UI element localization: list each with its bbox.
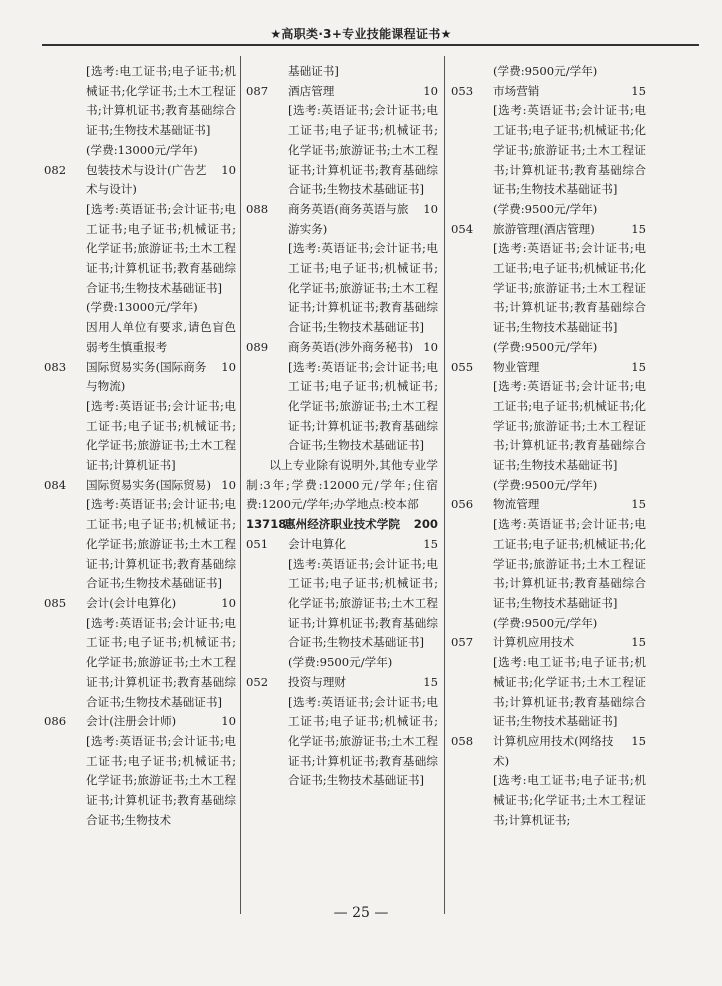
program-entry [246,200,438,239]
program-entry [44,161,236,200]
cert-list: [选考:电工证书;电子证书;机械证书;化学证书;土木工程证书;计算机证书; [493,773,646,827]
program-code: 089 [246,339,269,354]
school-code: 13718 [246,517,287,532]
program-code: 086 [44,714,67,729]
column-1 [44,62,236,830]
program-entry [451,495,646,515]
cert-list: [选考:英语证书;会计证书;电工证书;电子证书;机械证书;化学证书;旅游证书;土木工程证书;计算机证书;教育基础综合证书;生物技术基础证书] [86,615,236,709]
program-name: 旅游管理(酒店管理) [493,221,595,236]
tuition: (学费:9500元/学年) [493,477,598,492]
program-code: 053 [451,83,474,98]
enrollment-count: 10 [423,201,438,216]
program-code: 058 [451,733,474,748]
tuition: (学费:9500元/学年) [288,655,393,670]
program-note: 因用人单位有要求,请色盲色弱考生慎重报考 [86,320,236,354]
program-name: 国际贸易实务(国际商务与物流) [86,359,207,394]
enrollment-count: 15 [631,497,646,512]
program-entry [246,535,438,555]
enrollment-count: 10 [221,714,236,729]
cert-list: [选考:电工证书;电子证书;机械证书;化学证书;土木工程证书;计算机证书;教育基础综合证书;生物技术基础证书] [86,64,236,138]
program-entry [451,82,646,102]
program-name: 会计(会计电算化) [86,595,177,610]
header-rule [42,44,699,46]
program-name: 商务英语(商务英语与旅游实务) [288,201,409,236]
program-code: 085 [44,595,67,610]
program-entry [246,338,438,358]
running-header: ★高职类·3+专业技能课程证书★ [270,27,452,41]
program-code: 083 [44,359,67,374]
cert-list: [选考:英语证书;会计证书;电工证书;电子证书;机械证书;化学证书;旅游证书;土木工程证书;计算机证书;教育基础综合证书;生物技术基础证书] [493,379,646,473]
tuition: (学费:9500元/学年) [493,64,598,78]
program-entry [44,476,236,496]
column-2 [246,62,438,791]
program-code: 052 [246,674,269,689]
tuition: (学费:9500元/学年) [493,201,598,216]
program-entry [246,673,438,693]
enrollment-count: 15 [631,635,646,650]
school-quota: 200 [413,517,438,532]
school-header [246,515,438,535]
program-name: 包装技术与设计(广告艺术与设计) [86,162,207,197]
program-name: 物流管理 [493,497,540,512]
program-name: 酒店管理 [288,83,335,98]
program-code: 087 [246,83,269,98]
program-entry [44,358,236,397]
enrollment-count: 15 [631,359,646,374]
program-name: 计算机应用技术 [493,635,575,650]
cert-list: [选考:英语证书;会计证书;电工证书;电子证书;机械证书;化学证书;旅游证书;土木工程证书;计算机证书;教育基础综合证书;生物技术基础证书] [493,103,646,197]
program-entry [451,220,646,240]
cert-list: [选考:英语证书;会计证书;电工证书;电子证书;机械证书;化学证书;旅游证书;土木工程证书;计算机证书;教育基础综合证书;生物技术基础证书] [288,694,438,788]
enrollment-count: 15 [631,83,646,98]
program-entry [44,712,236,732]
program-entry [451,358,646,378]
program-entry [451,732,646,771]
program-code: 055 [451,359,474,374]
program-code: 084 [44,477,67,492]
column-divider [444,56,445,914]
program-name: 会计电算化 [288,536,346,551]
enrollment-count: 15 [631,733,646,748]
enrollment-count: 15 [423,674,438,689]
enrollment-count: 15 [631,221,646,236]
program-name: 计算机应用技术(网络技术) [493,733,614,768]
cert-list: 基础证书] [288,64,339,78]
enrollment-count: 10 [423,339,438,354]
tuition: (学费:13000元/学年) [86,300,198,315]
program-code: 054 [451,221,474,236]
program-entry [44,594,236,614]
program-code: 057 [451,635,474,650]
program-code: 051 [246,536,269,551]
program-name: 商务英语(涉外商务秘书) [288,339,413,354]
cert-list: [选考:英语证书;会计证书;电工证书;电子证书;机械证书;化学证书;旅游证书;土木工程证书;计算机证书;教育基础综合证书;生物技术基础证书] [493,517,646,610]
school-name: 惠州经济职业技术学院 [284,517,400,532]
tuition: (学费:13000元/学年) [86,142,198,157]
cert-list: [选考:英语证书;会计证书;电工证书;电子证书;机械证书;化学证书;旅游证书;土木工程证书;计算机证书;教育基础综合证书;生物技术基础证书] [86,201,236,295]
school-note: 以上专业除有说明外,其他专业学制:3年;学费:12000元/学年;住宿费:1200元/学年;办学地点:校本部 [246,458,438,512]
cert-list: [选考:英语证书;会计证书;电工证书;电子证书;机械证书;化学证书;旅游证书;土木工程证书;计算机证书;教育基础综合证书;生物技术 [86,733,236,827]
enrollment-count: 10 [221,162,236,177]
tuition: (学费:9500元/学年) [493,339,598,354]
cert-list: [选考:英语证书;会计证书;电工证书;电子证书;机械证书;化学证书;旅游证书;土木工程证书;计算机证书;教育基础综合证书;生物技术基础证书] [86,497,236,591]
tuition: (学费:9500元/学年) [493,615,598,630]
program-entry [451,633,646,653]
cert-list: [选考:英语证书;会计证书;电工证书;电子证书;机械证书;化学证书;旅游证书;土木工程证书;计算机证书;教育基础综合证书;生物技术基础证书] [493,241,646,335]
program-name: 市场营销 [493,83,540,98]
cert-list: [选考:英语证书;会计证书;电工证书;电子证书;机械证书;化学证书;旅游证书;土木工程证书;计算机证书] [86,398,236,473]
program-name: 会计(注册会计师) [86,714,177,729]
page-number: — 25 — [333,905,389,921]
cert-list: [选考:英语证书;会计证书;电工证书;电子证书;机械证书;化学证书;旅游证书;土木工程证书;计算机证书;教育基础综合证书;生物技术基础证书] [288,241,438,335]
column-3 [451,62,646,830]
enrollment-count: 10 [221,595,236,610]
program-name: 投资与理财 [288,674,346,689]
cert-list: [选考:英语证书;会计证书;电工证书;电子证书;机械证书;化学证书;旅游证书;土木工程证书;计算机证书;教育基础综合证书;生物技术基础证书] [288,556,438,650]
enrollment-count: 10 [221,359,236,374]
program-name: 物业管理 [493,359,540,374]
column-divider [240,56,241,914]
program-code: 082 [44,162,67,177]
enrollment-count: 15 [423,536,438,551]
cert-list: [选考:电工证书;电子证书;机械证书;化学证书;土木工程证书;计算机证书;教育基础综合证书;生物技术基础证书] [493,655,646,729]
cert-list: [选考:英语证书;会计证书;电工证书;电子证书;机械证书;化学证书;旅游证书;土木工程证书;计算机证书;教育基础综合证书;生物技术基础证书] [288,103,438,197]
program-code: 056 [451,497,474,512]
enrollment-count: 10 [221,477,236,492]
program-code: 088 [246,201,269,216]
program-entry [246,82,438,102]
cert-list: [选考:英语证书;会计证书;电工证书;电子证书;机械证书;化学证书;旅游证书;土木工程证书;计算机证书;教育基础综合证书;生物技术基础证书] [288,359,438,453]
enrollment-count: 10 [423,83,438,98]
program-name: 国际贸易实务(国际贸易) [86,477,211,492]
